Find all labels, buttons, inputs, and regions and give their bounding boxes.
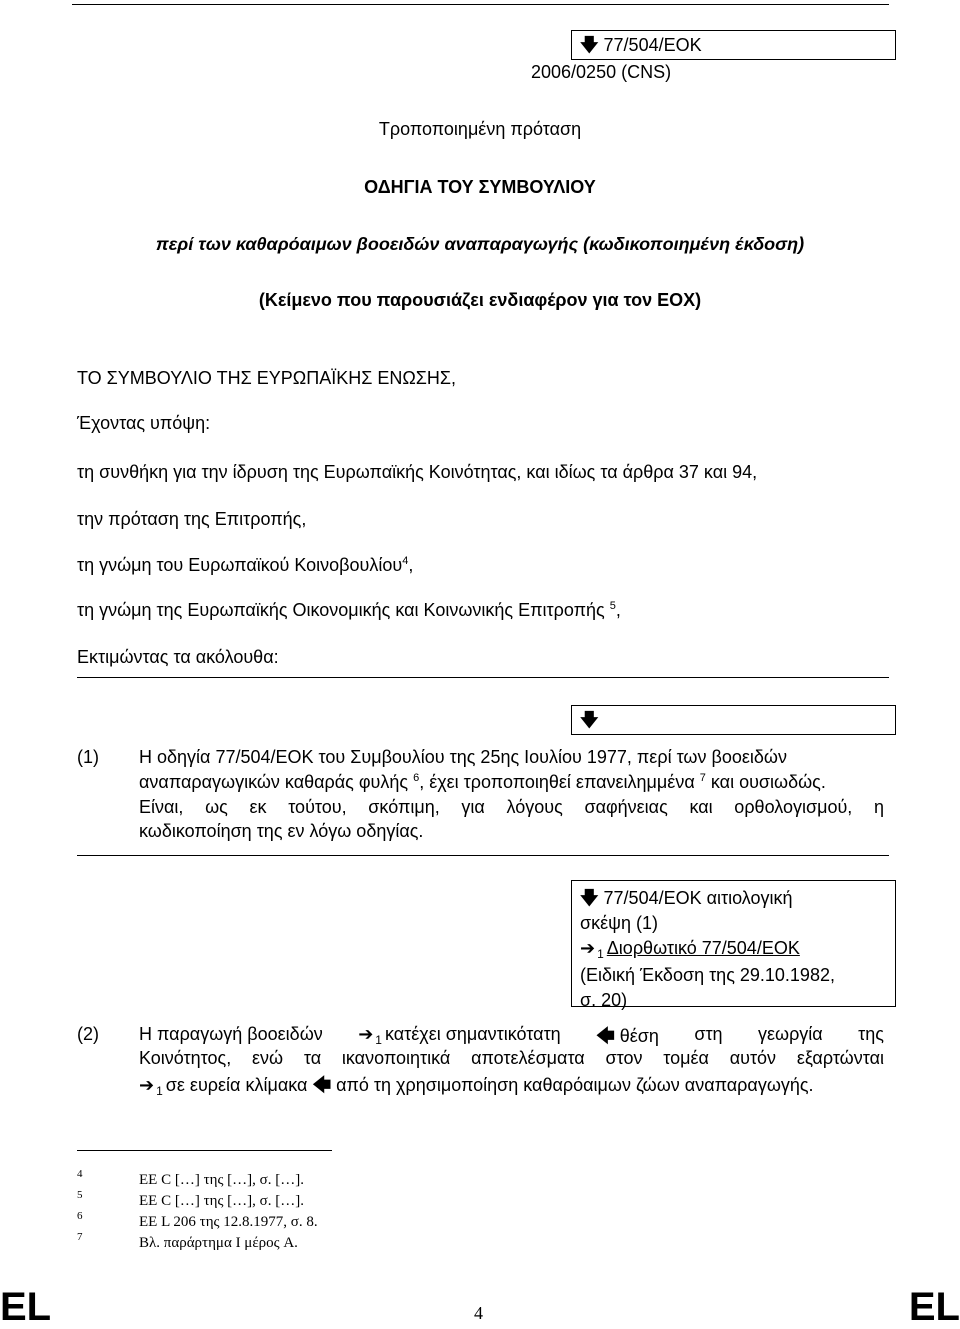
arrow-right-icon: ➔ [358, 1024, 374, 1045]
recital2-number: (2) [77, 1024, 99, 1044]
footnote-separator [77, 1150, 332, 1151]
footnote-text: Βλ. παράρτημα I μέρος A. [139, 1235, 298, 1251]
special-edition-page: σ. 20) [580, 990, 628, 1010]
recital2-ref-box [571, 880, 896, 1010]
recital2-source-recital: σκέψη (1) [580, 913, 658, 933]
citation-ecosoc-text: τη γνώμη της Ευρωπαϊκής Οικονομικής και Κοινωνικής Επιτροπής [77, 600, 605, 620]
recital1-number: (1) [77, 747, 99, 767]
recital1-line2-c: και ουσιωδώς. [705, 772, 826, 792]
citation-parliament-text: τη γνώμη του Ευρωπαϊκού Κοινοβουλίου [77, 555, 403, 575]
council-line: ΤΟ ΣΥΜΒΟΥΛΙΟ ΤΗΣ ΕΥΡΩΠΑΪΚΗΣ ΕΝΩΣΗΣ, [77, 368, 457, 388]
arrow-down-icon: 🡇 [580, 888, 599, 909]
whereas: Εκτιμώντας τα ακόλουθα: [77, 647, 279, 667]
recital1-line1: Η οδηγία 77/504/ΕΟΚ του Συμβουλίου της 25ης Ιουλίου 1977, περί των βοοειδών [139, 747, 787, 767]
correction-index: 1 [375, 1033, 382, 1047]
recital1-line2-a: αναπαραγωγικών καθαράς φυλής [139, 772, 409, 792]
footnote-ref-6[interactable]: 6 [413, 772, 420, 784]
page-title: ΟΔΗΓΙΑ ΤΟΥ ΣΥΜΒΟΥΛΙΟΥ [364, 177, 596, 197]
recital2-l3a: σε ευρεία κλίμακα [165, 1075, 308, 1095]
comma: , [408, 555, 414, 575]
recital1-line2 [139, 772, 826, 793]
recital2-l1c-a: θέση [619, 1026, 659, 1046]
correction-index: 1 [597, 947, 604, 961]
special-edition: (Ειδική Έκδοση της 29.10.1982, [580, 965, 835, 985]
arrow-down-icon: 🡇 [580, 710, 599, 731]
recital2-l1c-d: της [858, 1024, 884, 1044]
recital2-l1b: κατέχει σημαντικότατη [384, 1024, 561, 1044]
eea-note: (Κείμενο που παρουσιάζει ενδιαφέρον για τον ΕΟΧ) [258, 290, 702, 310]
recital2-line3 [139, 1073, 814, 1103]
source-ref: 77/504/ΕΟΚ [603, 35, 702, 55]
source-ref-box [571, 30, 896, 60]
footnote-num: 4 [77, 1168, 83, 1180]
citation-treaty: τη συνθήκη για την ίδρυση της Ευρωπαϊκής Κοινότητας, και ιδίως τα άρθρα 37 και 94, [77, 462, 758, 482]
recital1-line3: Είναι, ως εκ τούτου, σκόπιμη, για λόγους σαφήνειας και ορθολογισμού, η [139, 797, 884, 817]
proposal-type: Τροποποιημένη πρόταση [378, 119, 582, 139]
recital2-l1c-c: γεωργία [757, 1024, 823, 1044]
arrow-left-icon: 🡄 [596, 1026, 615, 1047]
recital2-l3b: από τη χρησιμοποίηση καθαρόαιμων ζώων αναπαραγωγής. [336, 1075, 814, 1095]
recital2-l1c-b: στη [694, 1024, 723, 1044]
page-number: 4 [474, 1303, 483, 1323]
recital1-line4: κωδικοποίηση της εν λόγω οδηγίας. [139, 821, 424, 841]
footnote-text: ΕΕ C […] της […], σ. […]. [139, 1193, 304, 1209]
recital1-line2-b: , έχει τροποποιηθεί επανειλημμένα [419, 772, 695, 792]
footnote-num: 6 [77, 1210, 83, 1222]
footnote-ref-4[interactable]: 4 [402, 555, 409, 567]
footnote-ref-7[interactable]: 7 [699, 772, 706, 784]
corrigendum: Διορθωτικό 77/504/ΕΟΚ [606, 938, 800, 958]
correction-index: 1 [156, 1084, 163, 1098]
doc-number: 2006/0250 (CNS) [531, 62, 672, 82]
top-rule [72, 4, 889, 5]
footnote-num: 5 [77, 1189, 83, 1201]
arrow-left-icon: 🡄 [312, 1075, 332, 1096]
footnote-text: ΕΕ L 206 της 12.8.1977, σ. 8. [139, 1214, 318, 1230]
having-regard: Έχοντας υπόψη: [77, 413, 211, 433]
recital1-bottom-rule [77, 855, 889, 856]
citation-ecosoc [77, 600, 621, 621]
recital2-line2: Κοινότητος, ενώ τα ικανοποιητικά αποτελέσματα στον τομέα αυτόν εξαρτώνται [139, 1048, 884, 1068]
recital2-l1a: Η παραγωγή βοοειδών [139, 1024, 323, 1044]
recital1-top-rule [77, 677, 889, 678]
subtitle: περί των καθαρόαιμων βοοειδών αναπαραγωγής (κωδικοποιημένη έκδοση) [155, 234, 805, 254]
footnote-text: ΕΕ C […] της […], σ. […]. [139, 1172, 304, 1188]
footer-lang-right: EL [908, 1285, 960, 1329]
footer-lang-left: EL [0, 1285, 52, 1329]
arrow-right-icon: ➔ [580, 938, 596, 959]
recital2-source: 77/504/ΕΟΚ αιτιολογική [603, 888, 793, 908]
footnote-ref-5[interactable]: 5 [609, 600, 616, 612]
citation-proposal: την πρόταση της Επιτροπής, [77, 509, 307, 529]
footnote-num: 7 [77, 1231, 83, 1243]
citation-parliament [77, 555, 413, 576]
comma: , [615, 600, 621, 620]
arrow-right-icon: ➔ [139, 1075, 155, 1096]
arrow-down-icon: 🡇 [580, 35, 599, 56]
recital1-ref-box [571, 705, 896, 735]
